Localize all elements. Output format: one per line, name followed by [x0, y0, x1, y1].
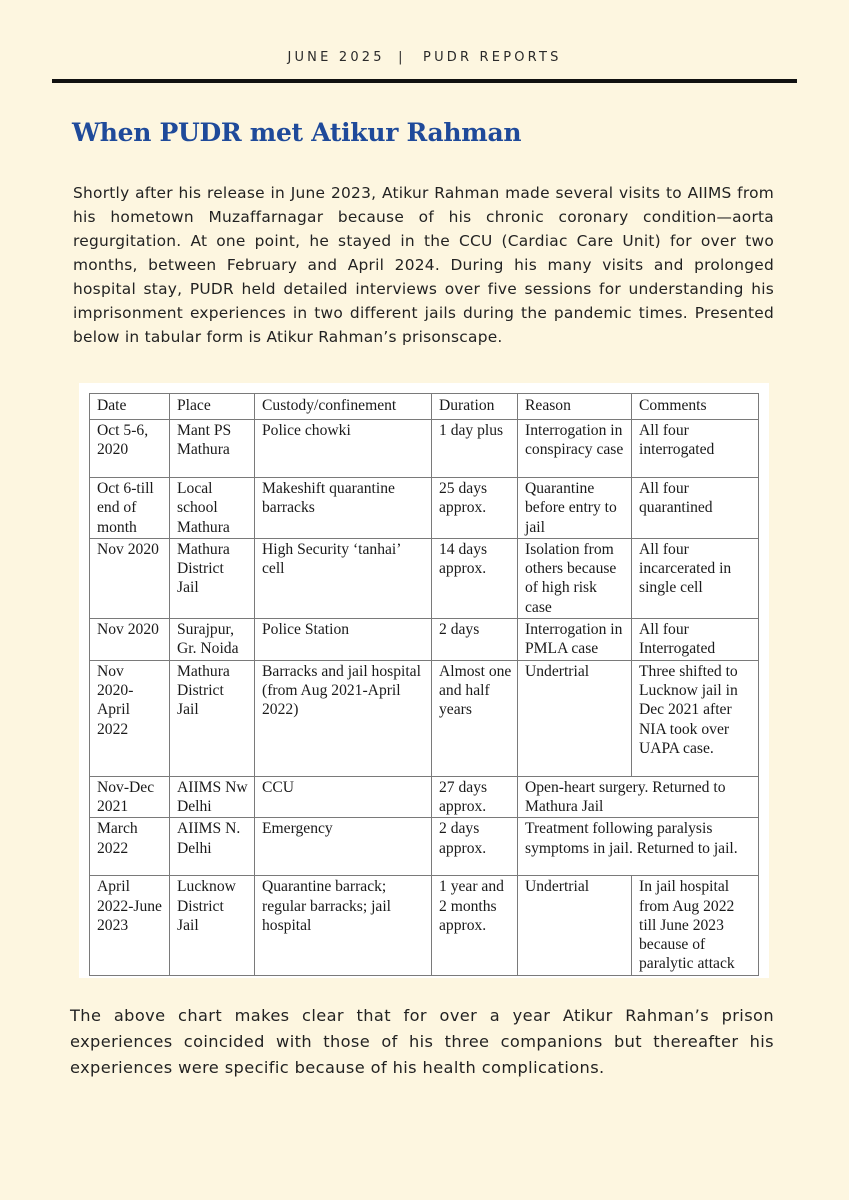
cell-place: Mant PS Mathura	[170, 420, 255, 478]
cell-duration: 1 year and 2 months approx.	[432, 876, 518, 975]
table-row	[90, 660, 759, 776]
prisonscape-table	[89, 393, 759, 976]
prisonscape-table-panel	[79, 383, 769, 978]
cell-duration: 14 days approx.	[432, 538, 518, 618]
header-publication: PUDR REPORTS	[423, 50, 562, 65]
cell-place: Surajpur, Gr. Noida	[170, 619, 255, 661]
header-date: JUNE 2025	[287, 50, 385, 65]
cell-duration: 2 days	[432, 619, 518, 661]
column-header-reason: Reason	[518, 394, 632, 420]
cell-custody: Barracks and jail hospital (from Aug 2021-April 2022)	[255, 660, 432, 776]
cell-date: Nov 2020	[90, 619, 170, 661]
cell-reason: Undertrial	[518, 876, 632, 975]
cell-date: Nov-Dec 2021	[90, 776, 170, 818]
cell-custody: Emergency	[255, 818, 432, 876]
header-rule	[52, 79, 797, 83]
table-row	[90, 538, 759, 618]
cell-place: Mathura District Jail	[170, 660, 255, 776]
table-row	[90, 420, 759, 478]
column-header-comments: Comments	[632, 394, 759, 420]
cell-date: Oct 6-till end of month	[90, 478, 170, 539]
cell-duration: 27 days approx.	[432, 776, 518, 818]
column-header-duration: Duration	[432, 394, 518, 420]
cell-reason: Interrogation in PMLA case	[518, 619, 632, 661]
cell-date: March 2022	[90, 818, 170, 876]
cell-reason-comments: Open-heart surgery. Returned to Mathura Jail	[518, 776, 759, 818]
cell-date: Nov 2020	[90, 538, 170, 618]
table-row	[90, 776, 759, 818]
cell-comments: In jail hospital from Aug 2022 till June 2023 because of paralytic attack	[632, 876, 759, 975]
cell-duration: 25 days approx.	[432, 478, 518, 539]
cell-custody: CCU	[255, 776, 432, 818]
cell-custody: Makeshift quarantine barracks	[255, 478, 432, 539]
cell-reason: Undertrial	[518, 660, 632, 776]
cell-duration: 1 day plus	[432, 420, 518, 478]
cell-duration: Almost one and half years	[432, 660, 518, 776]
cell-place: AIIMS N. Delhi	[170, 818, 255, 876]
cell-reason: Interrogation in conspiracy case	[518, 420, 632, 478]
cell-reason-comments: Treatment following paralysis symptoms in jail. Returned to jail.	[518, 818, 759, 876]
column-header-date: Date	[90, 394, 170, 420]
cell-place: AIIMS Nw Delhi	[170, 776, 255, 818]
cell-custody: High Security ‘tanhai’ cell	[255, 538, 432, 618]
header-separator: |	[398, 50, 406, 65]
article-title: When PUDR met Atikur Rahman	[72, 118, 522, 147]
cell-place: Mathura District Jail	[170, 538, 255, 618]
table-row	[90, 818, 759, 876]
cell-date: Nov 2020-April 2022	[90, 660, 170, 776]
table-row	[90, 478, 759, 539]
cell-comments: Three shifted to Lucknow jail in Dec 2021 after NIA took over UAPA case.	[632, 660, 759, 776]
cell-duration: 2 days approx.	[432, 818, 518, 876]
cell-comments: All four Interrogated	[632, 619, 759, 661]
cell-custody: Police chowki	[255, 420, 432, 478]
intro-paragraph: Shortly after his release in June 2023, Atikur Rahman made several visits to AIIMS from his hometown Muzaffarnagar because of his chronic coronary condition—aorta regurgitation. At one point, he stayed in the CCU (Cardiac Care Unit) for over two months, between February and April 2024. During his many visits and prolonged hospital stay, PUDR held detailed interviews over five sessions for understanding his imprisonment experiences in two different jails during the pandemic times. Presented below in tabular form is Atikur Rahman’s prisonscape.	[73, 184, 774, 346]
table-header-row	[90, 394, 759, 420]
cell-place: Local school Mathura	[170, 478, 255, 539]
running-header	[0, 50, 849, 65]
conclusion-paragraph: The above chart makes clear that for over a year Atikur Rahman’s prison experiences coincided with those of his three companions but thereafter his experiences were specific because of his health complications.	[70, 1006, 774, 1077]
cell-custody: Quarantine barrack; regular barracks; jail hospital	[255, 876, 432, 975]
cell-date: Oct 5-6, 2020	[90, 420, 170, 478]
cell-reason: Isolation from others because of high risk case	[518, 538, 632, 618]
cell-comments: All four incarcerated in single cell	[632, 538, 759, 618]
cell-place: Lucknow District Jail	[170, 876, 255, 975]
cell-comments: All four interrogated	[632, 420, 759, 478]
table-row	[90, 619, 759, 661]
column-header-custody: Custody/confinement	[255, 394, 432, 420]
cell-reason: Quarantine before entry to jail	[518, 478, 632, 539]
column-header-place: Place	[170, 394, 255, 420]
cell-date: April 2022-June 2023	[90, 876, 170, 975]
table-row	[90, 876, 759, 975]
cell-comments: All four quarantined	[632, 478, 759, 539]
cell-custody: Police Station	[255, 619, 432, 661]
